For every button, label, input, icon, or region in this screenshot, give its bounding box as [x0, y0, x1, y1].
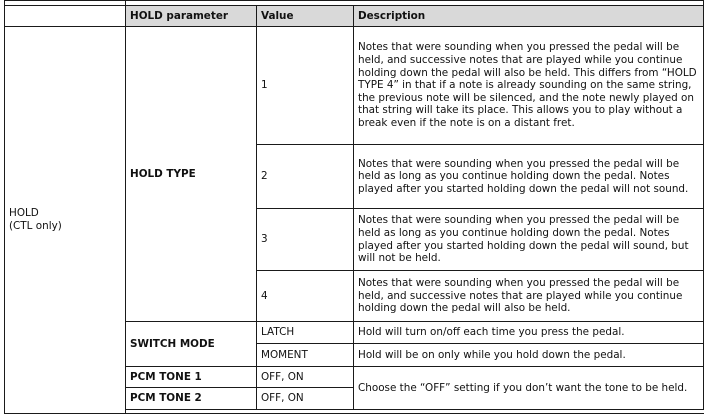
hold-type-value-1: 1	[257, 27, 354, 145]
pcm-tone-2-value: OFF, ON	[257, 388, 354, 410]
pcm-tone-description: Choose the “OFF” setting if you don’t want the tone to be held.	[354, 367, 704, 410]
hold-type-label: HOLD TYPE	[126, 27, 257, 322]
hold-type-value-4: 4	[257, 271, 354, 322]
pcm-tone-1-label: PCM TONE 1	[126, 367, 257, 388]
bottom-strip-cell	[126, 410, 704, 414]
switch-mode-value-latch: LATCH	[257, 322, 354, 344]
switch-mode-value-moment: MOMENT	[257, 344, 354, 367]
hold-type-description-1: Notes that were sounding when you pressed the pedal will be held, and successive notes that are played while you continue holding down the pedal will also be held. This differs from “HOLD TYPE 4” in that if a note is already sounding on the same string, the previous note will be silenced, and the note newly played on that string will take its place. This allows you to play without a break even if the note is on a distant fret.	[354, 27, 704, 145]
group-cell	[5, 27, 126, 414]
header-value: Value	[257, 6, 354, 27]
hold-type-value-2: 2	[257, 145, 354, 209]
hold-type-description-3: Notes that were sounding when you pressed the pedal will be held as long as you continue holding down the pedal. Notes played after you started holding down the pedal will sound, but will not be held.	[354, 209, 704, 271]
table-row	[5, 27, 704, 145]
switch-mode-description-moment: Hold will be on only while you hold down the pedal.	[354, 344, 704, 367]
pcm-tone-2-label: PCM TONE 2	[126, 388, 257, 410]
header-row	[5, 6, 704, 27]
hold-parameter-table	[4, 0, 704, 414]
group-name: HOLD	[9, 207, 39, 220]
pcm-tone-1-value: OFF, ON	[257, 367, 354, 388]
hold-type-value-3: 3	[257, 209, 354, 271]
hold-type-description-4: Notes that were sounding when you pressed the pedal will be held, and successive notes that are played while you continue holding down the pedal will also be held.	[354, 271, 704, 322]
switch-mode-label: SWITCH MODE	[126, 322, 257, 367]
header-description: Description	[354, 6, 704, 27]
hold-type-description-2: Notes that were sounding when you pressed the pedal will be held as long as you continue holding down the pedal. Notes played after you started holding down the pedal will not sound.	[354, 145, 704, 209]
group-note: (CTL only)	[9, 220, 62, 232]
switch-mode-description-latch: Hold will turn on/off each time you press the pedal.	[354, 322, 704, 344]
header-blank-cell	[5, 6, 126, 27]
header-param: HOLD parameter	[126, 6, 257, 27]
